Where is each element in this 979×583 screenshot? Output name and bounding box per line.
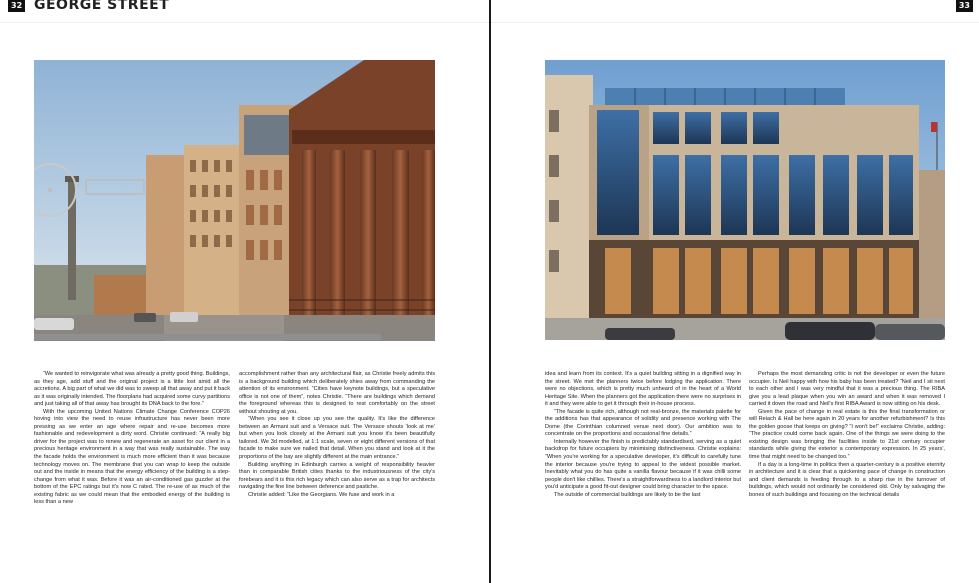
- paragraph: “The facade is quite rich, although not real-bronze, the materials palette for the additions has that appearance of solidity and presence working with The Dome (the Corinthian columned venue next door). Our ambition was to concentrate on the proportions and occasional fine details.”: [545, 408, 741, 438]
- george-street-illustration: [34, 60, 435, 341]
- text-column-1: [34, 371, 230, 583]
- right-page: [491, 0, 979, 583]
- paragraph: With the upcoming United Nations Climate Change Conference COP26 hoving into view the need to reuse infrastructure has never been more pressing as we enter an age where repair and re-use becomes more fashionable and redevelopment a dirty word. Christie continued: “A really big driver for the project was to renew and regenerate an asset for our client in a precious heritage environment in a way that was really sustainable. The way the facade holds the environment is much more efficient than it was because technology moves on. The membrane that you can wrap to keep the outside out and the inside in means that the energy efficiency of the building is a step-change from what it was. Before it was an air-conditioned gas guzzler at the bottom of the EPC ratings but it's now C rated. The re-use of as much of the existing fabric as we could mean that the embodied energy of the building is less than a new: [34, 408, 230, 506]
- text-column-4: [749, 371, 945, 583]
- left-page-number: 32: [8, 0, 25, 12]
- paragraph: If a day is a long-time in politics then a quarter-century is a positive eternity in architecture and it is clear that a quickening pace of change in construction and client demands is feeding through to a sharp rise in the turnover of buildings, which would not ordinarily be considered old. Only by salvaging the bones of such buildings and focusing on the technical details: [749, 461, 945, 498]
- text-column-3: [545, 371, 741, 583]
- text-column-2: [239, 371, 435, 583]
- george-street-photo: [34, 60, 435, 341]
- paragraph: “We wanted to reinvigorate what was already a pretty good thing. Buildings, as they age, add stuff and the original project is a little lost amid all the accretions. A big part of what we did was to sweep all that away and put it back as it was originally intended. The floorplans had acquired some curvy partitions and just taking all of that away has brought its DNA back to the fore.”: [34, 371, 230, 408]
- paragraph: The outside of commercial buildings are likely to be the last: [554, 491, 701, 498]
- paragraph: Perhaps the most demanding critic is not the developer or even the future occupier. Is Neil happy with how his baby has been treated? “Neil and I sit next to each other and I was very mindful that it was a precious thing. The RIBA give you a lead plaque when you win an award and when it was removed I carried it down the road and Neil's first RIBA Award is now sitting on his desk.: [749, 371, 945, 408]
- paragraph: Building anything in Edinburgh carries a weight of responsibility heavier than in comparable British cities thanks to the industriousness of the city's forebears and it is this rich legacy which can also serve as a trap for architects navigating the fine line between deference and pastiche.: [239, 461, 435, 491]
- photo-shade-bar: [34, 334, 381, 340]
- paragraph: Given the pace of change in real estate is this the final transformation or will Reiach & Hall be here again in 20 years for another refurbishment? Is this the golden goose that keeps on giving? “I won't be!” exclaims Christie, adding: “The practice could come back again. One of the things we were doing to the existing design was bringing the facilities inside to 21st century occupier standards while giving the exterior a contemporary expression. In 25 years', time that might need to be changed too.”: [749, 408, 945, 461]
- office-building-photo: [545, 60, 945, 340]
- header-rule: [491, 22, 979, 23]
- paragraph: idea and learn from its context. It's a quiet building sitting in a dignified way in the street. We met the planners twice before lodging the application. There were no objections, which is pretty much unheard of in the heart of a World Heritage Site. When the planners got the application there were no surprises in it and they were able to get it through their in-house process.: [545, 371, 741, 408]
- paragraph: Internally however the finish is predictably standardised, serving as a quiet backdrop for future occupiers by minimising distinctiveness. Christie explains: “When you're working for a speculative developer, it's difficult to carefully tune the interior because you're trying to appeal to the widest possible market. Inevitably what you do has quite a vanilla flavour because if it was chilli some people don't like chillies. There's a straightforwardness to a landlord interior but you'd anticipate a good fit-out designer could bring character to the space.: [545, 438, 741, 491]
- paragraph: Christie added: “Like the Georgians. We fuse and work in a: [248, 491, 395, 498]
- header-rule: [0, 22, 490, 23]
- office-building-illustration: [545, 60, 945, 340]
- running-title: GEORGE STREET: [34, 0, 170, 13]
- paragraph: “When you see it close up you see the quality. It's like the difference between an Armani suit and a Versace suit. The Versace shouts ‘look at me’ but when you look closely at the Armani suit you know it's been beautifully tailored. We 3d modelled, at 1:1 scale, seven or eight different versions of that facade to make sure we nailed that detail. When you stand and look at it the proportions of the bay are slightly different at the main entrance.”: [239, 416, 435, 461]
- right-page-number: 33: [956, 0, 973, 12]
- paragraph: accomplishment rather than any architectural flair, as Christie freely admits this is a background building which deliberately shies away from commanding the attention of its environment. “Cities have keynote buildings, but a speculative office is not one of them”, notes Christie. “There are buildings which demand the foreground whereas this is designed to rest comfortably on the street without shouting at you.: [239, 371, 435, 415]
